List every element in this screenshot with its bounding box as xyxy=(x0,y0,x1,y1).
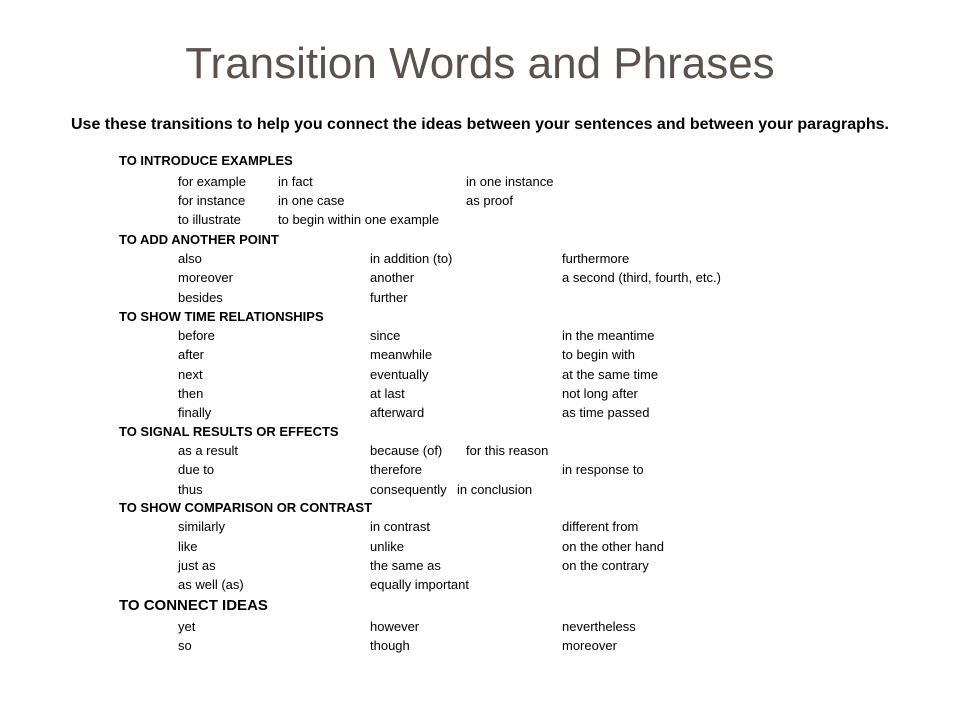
page-subtitle: Use these transitions to help you connect the ideas between your sentences and between your paragraphs. xyxy=(71,116,889,133)
transition-term: as time passed xyxy=(562,405,650,420)
transition-term: moreover xyxy=(178,270,233,285)
transition-term: similarly xyxy=(178,519,225,534)
transition-term: for this reason xyxy=(466,443,549,458)
transition-term: afterward xyxy=(370,405,425,420)
section-heading: TO ADD ANOTHER POINT xyxy=(119,232,279,247)
transition-term: before xyxy=(178,328,215,343)
transition-term: because (of) xyxy=(370,443,443,458)
transition-term: like xyxy=(178,539,198,554)
transition-term: thus xyxy=(178,482,203,497)
transition-term: also xyxy=(178,251,202,266)
transition-term: since xyxy=(370,328,401,343)
transition-term: as a result xyxy=(178,443,238,458)
section-heading: TO SIGNAL RESULTS OR EFFECTS xyxy=(119,424,339,439)
transition-term: equally important xyxy=(370,577,469,592)
transition-term: besides xyxy=(178,290,223,305)
transition-term: not long after xyxy=(562,386,638,401)
transition-term: at the same time xyxy=(562,367,659,382)
transition-term: the same as xyxy=(370,558,441,573)
transition-term: furthermore xyxy=(562,251,630,266)
transition-term: for instance xyxy=(178,193,246,208)
transition-term: nevertheless xyxy=(562,619,636,634)
transition-term: as well (as) xyxy=(178,577,244,592)
transition-term: meanwhile xyxy=(370,347,433,362)
transition-term: after xyxy=(178,347,205,362)
transition-term: as proof xyxy=(466,193,513,208)
transition-term: to begin within one example xyxy=(278,212,440,227)
transition-term: in addition (to) xyxy=(370,251,453,266)
transition-term: moreover xyxy=(562,638,617,653)
transition-term: in contrast xyxy=(370,519,430,534)
transition-term: unlike xyxy=(370,539,404,554)
transition-term: so xyxy=(178,638,192,653)
transition-term: on the other hand xyxy=(562,539,664,554)
transition-term: in the meantime xyxy=(562,328,655,343)
transition-term: then xyxy=(178,386,204,401)
section-heading: TO SHOW TIME RELATIONSHIPS xyxy=(119,309,324,324)
transition-term: on the contrary xyxy=(562,558,649,573)
transition-term: for example xyxy=(178,174,246,189)
transition-term: in conclusion xyxy=(457,482,533,497)
section-heading: TO INTRODUCE EXAMPLES xyxy=(119,153,293,168)
transition-term: different from xyxy=(562,519,639,534)
transition-term: in one instance xyxy=(466,174,554,189)
transition-term: eventually xyxy=(370,367,429,382)
page-title: Transition Words and Phrases xyxy=(185,39,775,88)
section-heading: TO SHOW COMPARISON OR CONTRAST xyxy=(119,500,373,515)
transition-term: at last xyxy=(370,386,405,401)
transition-term: yet xyxy=(178,619,196,634)
transition-term: in fact xyxy=(278,174,313,189)
transition-term: however xyxy=(370,619,420,634)
transition-term: to illustrate xyxy=(178,212,241,227)
transition-term: further xyxy=(370,290,408,305)
section-heading: TO CONNECT IDEAS xyxy=(119,597,268,614)
transition-term: finally xyxy=(178,405,212,420)
transition-term: therefore xyxy=(370,462,423,477)
transition-term: a second (third, fourth, etc.) xyxy=(562,270,721,285)
transition-term: consequently xyxy=(370,482,447,497)
transition-term: though xyxy=(370,638,410,653)
transition-term: another xyxy=(370,270,415,285)
transition-term: in response to xyxy=(562,462,644,477)
transition-term: just as xyxy=(178,558,216,573)
transition-term: to begin with xyxy=(562,347,635,362)
transition-term: next xyxy=(178,367,203,382)
transition-term: due to xyxy=(178,462,215,477)
transition-term: in one case xyxy=(278,193,345,208)
